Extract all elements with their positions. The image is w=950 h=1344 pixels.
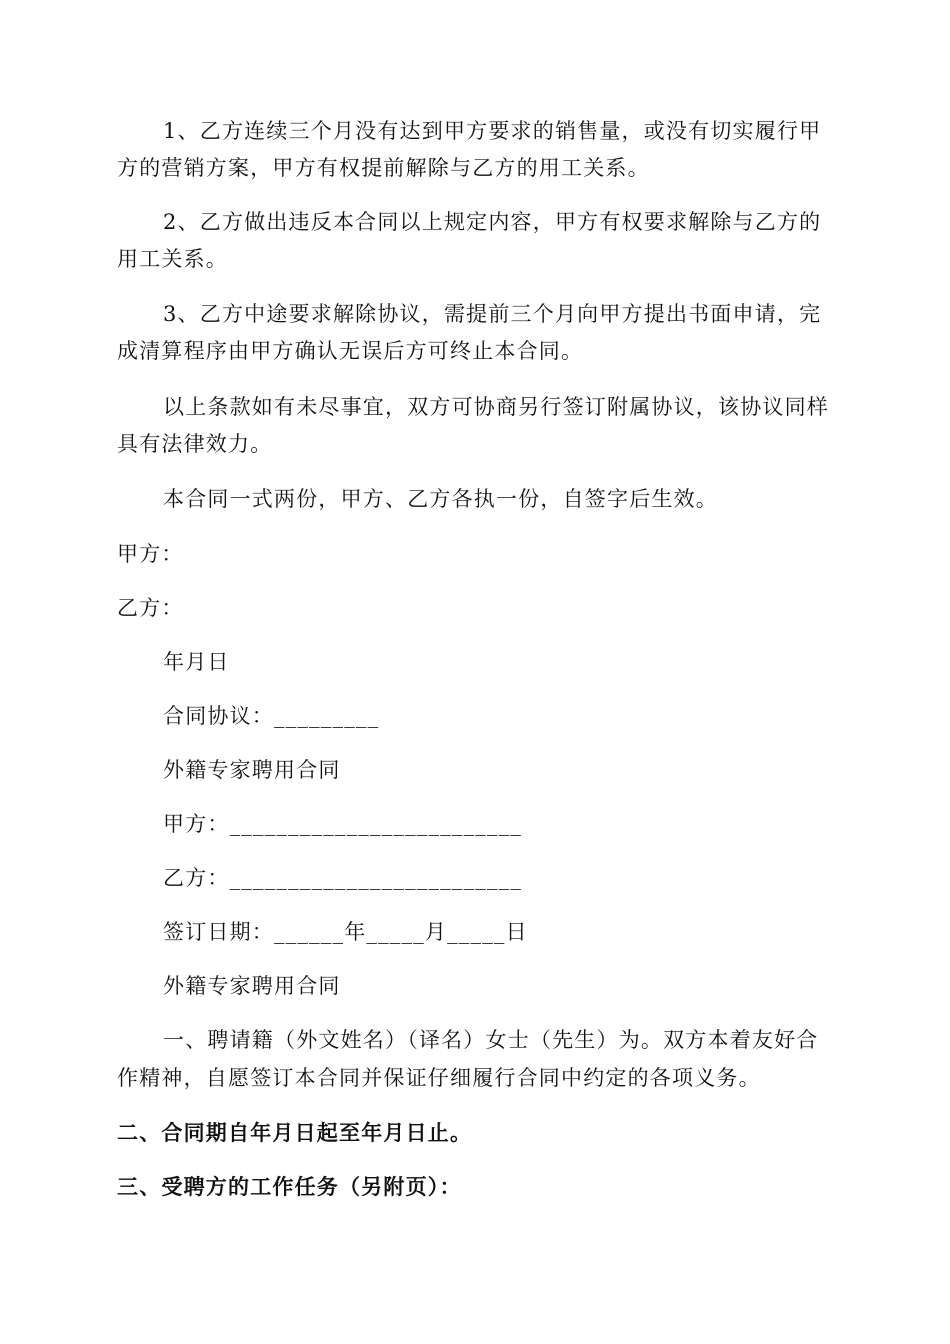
party-a-label: 甲方： [117,542,184,566]
clause-3-line-2: 成清算程序由甲方确认无误后方可终止本合同。 [117,339,584,363]
section-3-heading: 三、受聘方的工作任务（另附页）： [117,1174,462,1199]
party-a-signature-line: 甲方：_________________________ [163,812,523,836]
section-1-line-2: 作精神，自愿签订本合同并保证仔细履行合同中约定的各项义务。 [117,1066,761,1090]
copies-statement: 本合同一式两份，甲方、乙方各执一份，自签字后生效。 [163,487,718,511]
clause-3-line-1: 3、乙方中途要求解除协议，需提前三个月向甲方提出书面申请，完 [163,302,822,326]
signing-date-line: 签订日期：______年_____月_____日 [163,920,528,944]
contract-agreement-line: 合同协议：_________ [163,704,380,728]
section-1-line-1: 一、聘请籍（外文姓名）（译名）女士（先生）为。双方本着友好合 [163,1028,819,1052]
clause-1-line-1: 1、乙方连续三个月没有达到甲方要求的销售量，或没有切实履行甲 [163,119,822,143]
party-b-label: 乙方： [117,596,184,620]
section-2-heading: 二、合同期自年月日起至年月日止。 [117,1120,473,1145]
date-line: 年月日 [163,650,230,674]
clause-1-line-2: 方的营销方案，甲方有权提前解除与乙方的用工关系。 [117,156,650,180]
party-b-signature-line: 乙方：_________________________ [163,866,523,890]
contract-title-1: 外籍专家聘用合同 [163,758,341,782]
clause-2-line-2: 用工关系。 [117,247,228,271]
contract-title-2: 外籍专家聘用合同 [163,974,341,998]
supplement-line-2: 具有法律效力。 [117,432,273,456]
clause-2-line-1: 2、乙方做出违反本合同以上规定内容，甲方有权要求解除与乙方的 [163,210,822,234]
supplement-line-1: 以上条款如有未尽事宜，双方可协商另行签订附属协议，该协议同样 [163,395,829,419]
